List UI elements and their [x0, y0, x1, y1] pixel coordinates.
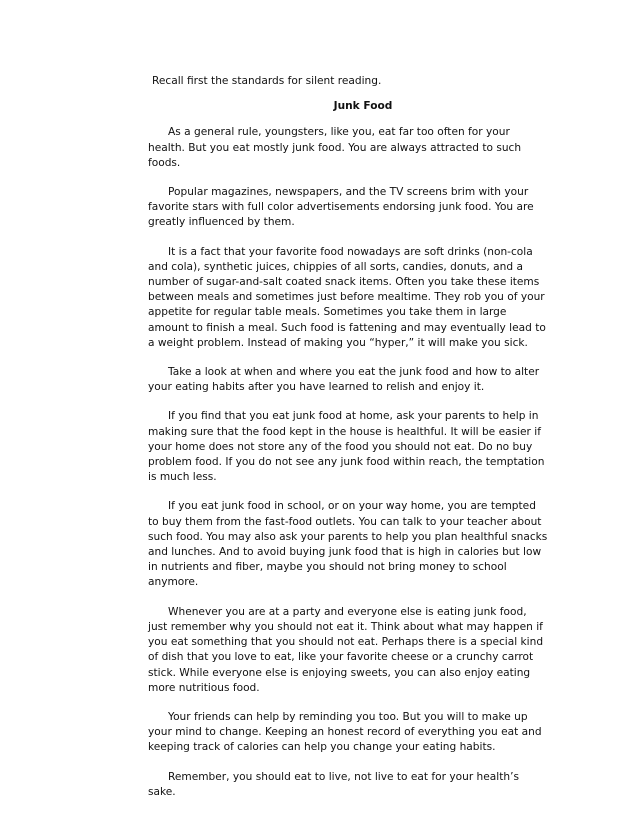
document-title: Junk Food	[333, 100, 393, 113]
document-page	[148, 74, 548, 814]
paragraph-3: It is a fact that your favorite food nowadays are soft drinks (non-cola and cola), synthetic juices, chippies of all sorts, candies, donuts, and a number of sugar-and-salt coated snack items. Often you take these items between meals and sometimes just before mealtime. They rob you of your appetite for regular table meals. Sometimes you take them in large amount to finish a meal. Such food is fattening and may eventually lead to a weight problem. Instead of making you “hyper,” it will make you sick.	[148, 245, 546, 349]
paragraph-4: Take a look at when and where you eat the junk food and how to alter your eating habits after you have learned to relish and enjoy it.	[148, 366, 540, 394]
paragraph-5: If you find that you eat junk food at home, ask your parents to help in making sure that the food kept in the house is healthful. It will be easier if your home does not store any of the food you should not eat. Do no buy problem food. If you do not see any junk food within reach, the temptation is much less.	[148, 410, 545, 484]
paragraph-8: Your friends can help by reminding you too. But you will to make up your mind to change. Keeping an honest record of everything you eat and keeping track of calories can help you change your eating habits.	[148, 710, 542, 754]
paragraph-7: Whenever you are at a party and everyone else is eating junk food, just remember why you should not eat it. Think about what may happen if you eat something that you should not eat. Perhaps there is a special kind of dish that you love to eat, like your favorite cheese or a crunchy carrot stick. While everyone else is enjoying sweets, you can also enjoy eating more nutritious food.	[148, 605, 544, 694]
paragraph-2: Popular magazines, newspapers, and the TV screens brim with your favorite stars with full color advertisements endorsing junk food. You are greatly influenced by them.	[148, 186, 534, 229]
paragraph-1: As a general rule, youngsters, like you, eat far too often for your health. But you eat mostly junk food. You are always attracted to such foods.	[148, 126, 522, 169]
paragraph-6: If you eat junk food in school, or on your way home, you are tempted to buy them from the fast-food outlets. You can talk to your teacher about such food. You may also ask your parents to help you plan healthful snacks and lunches. And to avoid buying junk food that is high in calories but low in nutrients and fiber, maybe you should not bring money to school anymore.	[148, 500, 548, 589]
paragraph-9: Remember, you should eat to live, not live to eat for your health’s sake.	[148, 770, 519, 798]
intro-line: Recall first the standards for silent reading.	[152, 75, 382, 87]
